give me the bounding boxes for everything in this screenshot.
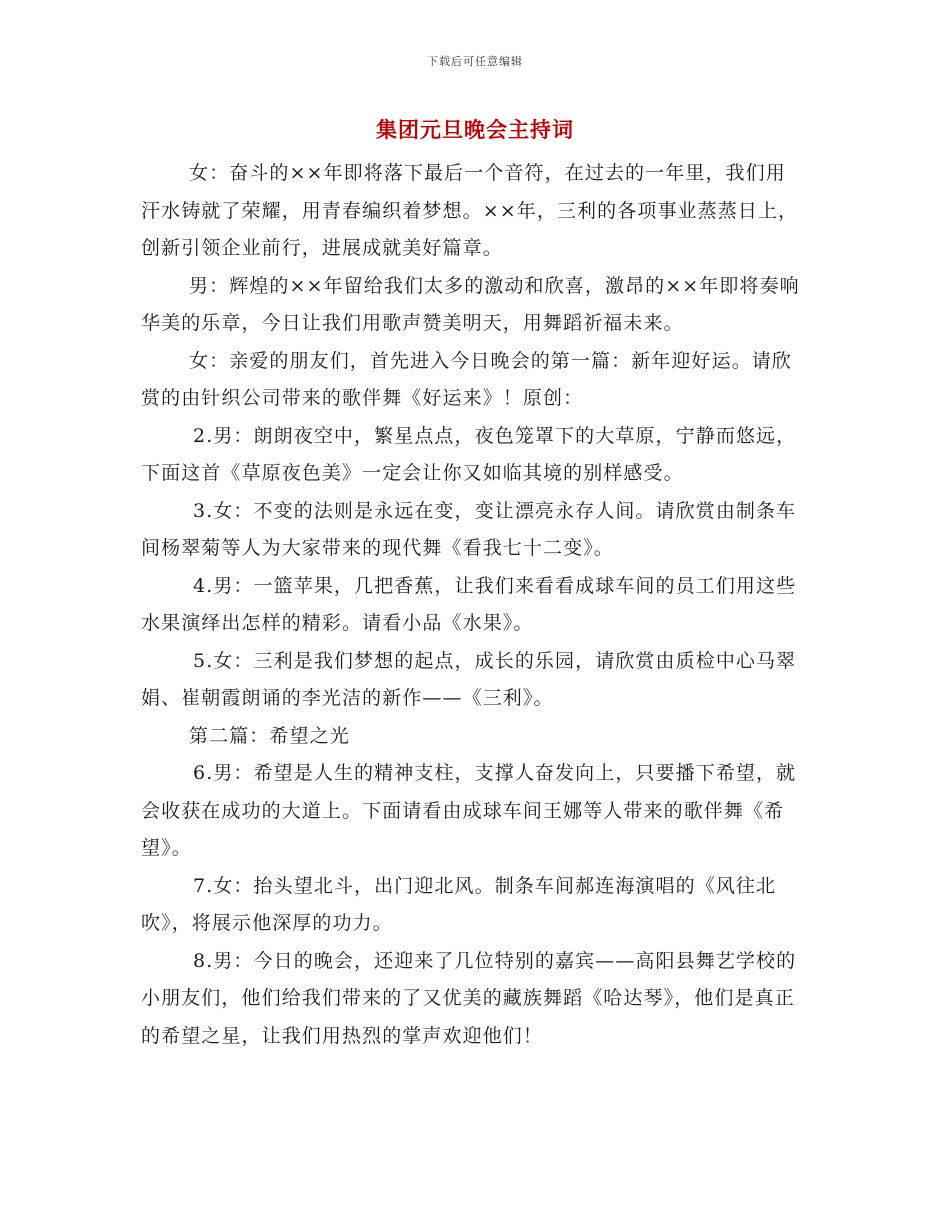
paragraph-first-chapter-intro: 女：亲爱的朋友们，首先进入今日晚会的第一篇：新年迎好运。请欣赏的由针织公司带来的歌伴舞《好运来》！原创： [141,349,793,409]
document-title: 集团元旦晚会主持词 [376,117,574,142]
paragraph-item-2: 2.男：朗朗夜空中，繁星点点，夜色笼罩下的大草原，宁静而悠远，下面这首《草原夜色美》一定会让你又如临其境的别样感受。 [141,424,797,484]
page-header-note: 下载后可任意编辑 [427,55,523,68]
document-body [141,155,801,1055]
paragraph-item-8: 8.男：今日的晚会，还迎来了几位特别的嘉宾——高阳县舞艺学校的小朋友们，他们给我们带来的了又优美的藏族舞蹈《哈达琴》，他们是真正的希望之星，让我们用热烈的掌声欢迎他们！ [141,949,797,1047]
paragraph-opening-female: 女：奋斗的××年即将落下最后一个音符，在过去的一年里，我们用汗水铸就了荣耀，用青春编织着梦想。××年，三利的各项事业蒸蒸日上，创新引领企业前行，进展成就美好篇章。 [141,162,799,259]
paragraph-item-7: 7.女：抬头望北斗，出门迎北风。制条车间郝连海演唱的《风往北吹》，将展示他深厚的功力。 [141,874,777,934]
paragraph-item-4: 4.男：一篮苹果，几把香蕉，让我们来看看成球车间的员工们用这些水果演绎出怎样的精彩。请看小品《水果》。 [141,574,797,634]
section-heading-second-chapter: 第二篇：希望之光 [189,724,350,747]
paragraph-item-6: 6.男：希望是人生的精神支柱，支撑人奋发向上，只要播下希望，就会收获在成功的大道上。下面请看由成球车间王娜等人带来的歌伴舞《希望》。 [141,762,797,859]
paragraph-item-5: 5.女：三利是我们梦想的起点，成长的乐园，请欣赏由质检中心马翠娟、崔朝霞朗诵的李光洁的新作——《三利》。 [141,649,797,709]
paragraph-opening-male: 男：辉煌的××年留给我们太多的激动和欣喜，激昂的××年即将奏响华美的乐章，今日让我们用歌声赞美明天，用舞蹈祈福未来。 [141,274,800,334]
paragraph-item-3: 3.女：不变的法则是永远在变，变让漂亮永存人间。请欣赏由制条车间杨翠菊等人为大家带来的现代舞《看我七十二变》。 [141,499,797,559]
